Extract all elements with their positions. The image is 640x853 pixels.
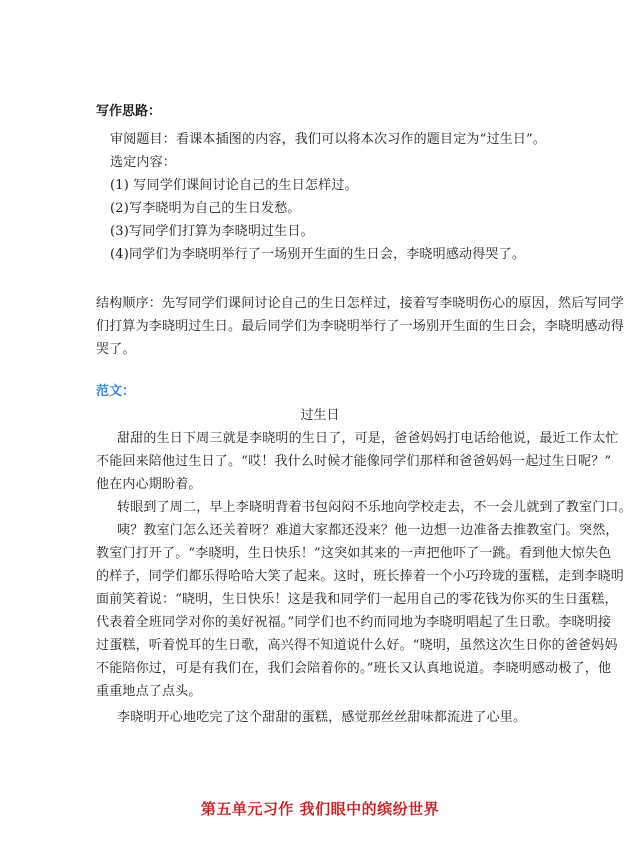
sample-essay-label: 范文： <box>96 384 136 399</box>
review-topic-line: 审阅题目：看课本插图的内容，我们可以将本次习作的题目定为“过生日”。 <box>110 132 547 147</box>
essay-line-5: 咦？教室门怎么还关着呀？难道大家都还没来？他一边想一边准备去推教室门。突然， <box>117 523 619 538</box>
content-item-2: (2)写李晓明为自己的生日发愁。 <box>110 201 301 216</box>
essay-line-8: 面前笑着说：“晓明，生日快乐！这是我和同学们一起用自己的零花钱为你买的生日蛋糕， <box>96 592 618 607</box>
select-content-label: 选定内容： <box>110 155 177 170</box>
essay-line-9: 代表着全班同学对你的美好祝福。”同学们也不约而同地为李晓明唱起了生日歌。李晓明接 <box>96 615 612 630</box>
sample-essay-title: 过生日 <box>300 408 340 423</box>
essay-line-1: 甜甜的生日下周三就是李晓明的生日了，可是，爸爸妈妈打电话给他说，最近工作太忙 <box>117 431 619 446</box>
content-item-1: (1) 写同学们课间讨论自己的生日怎样过。 <box>110 178 358 193</box>
essay-line-3: 他在内心期盼着。 <box>96 477 202 492</box>
essay-line-10: 过蛋糕，听着悦耳的生日歌，高兴得不知道说什么好。“晓明，虽然这次生日你的爸爸妈妈 <box>96 638 618 653</box>
content-item-3: (3)写同学们打算为李晓明过生日。 <box>110 224 314 239</box>
essay-line-7: 的样子，同学们都乐得哈哈大笑了起来。这时，班长捧着一个小巧玲珑的蛋糕，走到李晓明 <box>96 569 625 584</box>
unit-title: 第五单元习作 我们眼中的缤纷世界 <box>200 800 440 818</box>
essay-line-11: 不能陪你过，可是有我们在，我们会陪着你的。”班长又认真地说道。李晓明感动极了，他 <box>96 661 612 676</box>
content-item-4: (4)同学们为李晓明举行了一场别开生面的生日会，李晓明感动得哭了。 <box>110 247 526 262</box>
structure-line-1: 结构顺序：先写同学们课间讨论自己的生日怎样过，接着写李晓明伤心的原因，然后写同学 <box>96 296 625 311</box>
essay-line-12: 重重地点了点头。 <box>96 684 202 699</box>
structure-line-3: 哭了。 <box>96 342 136 357</box>
structure-line-2: 们打算为李晓明过生日。最后同学们为李晓明举行了一场别开生面的生日会，李晓明感动得 <box>96 319 625 334</box>
essay-line-6: 教室门打开了。“李晓明，生日快乐！”这突如其来的一声把他吓了一跳。看到他大惊失色 <box>96 546 612 561</box>
essay-line-4: 转眼到了周二，早上李晓明背着书包闷闷不乐地向学校走去，不一会儿就到了教室门口。 <box>117 500 632 515</box>
writing-ideas-heading: 写作思路： <box>96 104 162 119</box>
essay-line-13: 李晓明开心地吃完了这个甜甜的蛋糕，感觉那丝丝甜味都流进了心里。 <box>117 710 527 725</box>
essay-line-2: 不能回来陪他过生日了。“哎！我什么时候才能像同学们那样和爸爸妈妈一起过生日呢？” <box>96 454 612 469</box>
